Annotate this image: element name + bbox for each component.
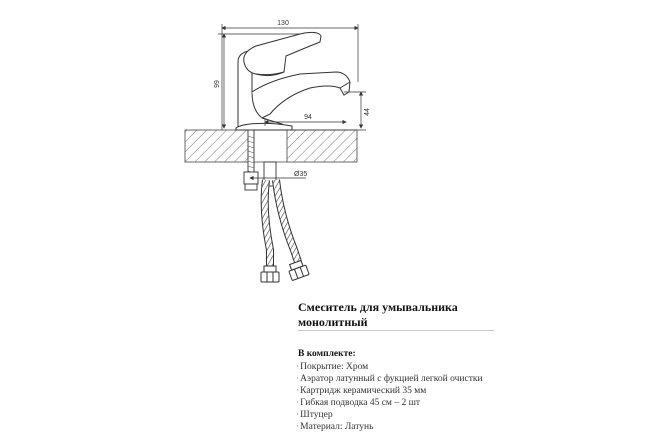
- kit-item-cartridge: · Картридж керамический 35 мм: [296, 385, 483, 397]
- product-title: [298, 300, 498, 330]
- kit-item-coating: · Покрытие: Хром: [296, 361, 483, 373]
- dimension-reach-label: 94: [304, 114, 312, 121]
- countertop-section: [185, 130, 357, 162]
- kit-item-fitting: · Штуцер: [296, 409, 483, 421]
- faucet-body: [236, 32, 350, 130]
- kit-item-material: · Материал: Латунь: [296, 421, 483, 433]
- product-title-line2: монолитный: [298, 315, 368, 329]
- dimension-height-label: 99: [214, 80, 221, 88]
- mounting-stud: [244, 130, 276, 190]
- kit-item-aerator: · Аэратор латунный с фукцией легкой очистки: [296, 373, 483, 385]
- dimension-diameter-label: Ø35: [294, 171, 308, 178]
- kit-item-hose: · Гибкая подводка 45 см – 2 шт: [296, 397, 483, 409]
- title-divider: [298, 330, 494, 331]
- dimension-spout-height-label: 44: [364, 108, 371, 116]
- product-title-line1: Смеситель для умывальника: [298, 300, 458, 314]
- kit-heading: В комплекте:: [298, 349, 356, 359]
- dimension-width-label: 130: [277, 20, 289, 27]
- kit-list: [296, 361, 483, 433]
- flexible-hoses: [261, 180, 309, 282]
